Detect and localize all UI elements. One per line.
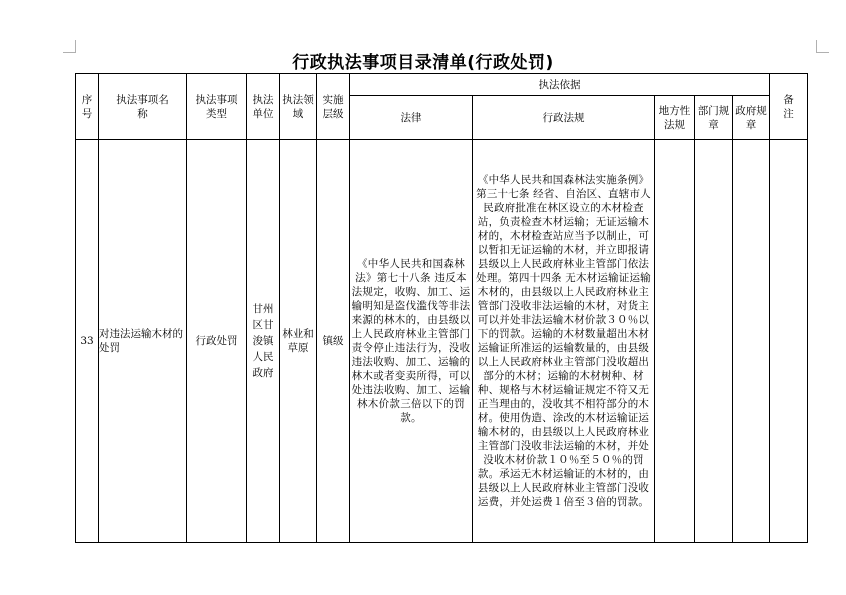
header-law: 法律 — [350, 96, 473, 140]
header-gov-rule: 政府规章 — [733, 96, 770, 140]
header-level: 实施层级 — [317, 74, 350, 140]
cell-dept-rule — [695, 140, 733, 543]
cell-field: 林业和草原 — [280, 140, 317, 543]
table-row — [76, 140, 808, 543]
header-dept-rule: 部门规章 — [695, 96, 733, 140]
cell-gov-rule — [733, 140, 770, 543]
header-remark: 备注 — [770, 74, 808, 140]
cell-item-name: 对违法运输木材的处罚 — [99, 140, 187, 543]
cell-level: 镇级 — [317, 140, 350, 543]
header-item-type: 执法事项类型 — [187, 74, 247, 140]
cell-unit: 甘州区甘浚镇人民政府 — [247, 140, 280, 543]
cell-item-type: 行政处罚 — [187, 140, 247, 543]
cell-law: 《中华人民共和国森林法》第七十八条 违反本法规定，收购、加工、运输明知是盗伐滥伐等非法来源的林木的，由县级以上人民政府林业主管部门责令停止违法行为，没收违法收购、加工、运输的林木或者变卖所得，可以处违法收购、加工、运输林木价款三倍以下的罚款。 — [350, 140, 473, 543]
header-item-name: 执法事项名称 — [99, 74, 187, 140]
cell-remark — [770, 140, 808, 543]
header-admin-reg: 行政法规 — [473, 96, 655, 140]
cell-seq: 33 — [76, 140, 99, 543]
enforcement-list-table — [75, 73, 808, 543]
header-field: 执法领域 — [280, 74, 317, 140]
page-title: 行政执法事项目录清单(行政处罚) — [292, 53, 554, 73]
header-local-reg: 地方性法规 — [655, 96, 695, 140]
header-row-top — [76, 74, 808, 96]
header-unit: 执法单位 — [247, 74, 280, 140]
cell-local-reg — [655, 140, 695, 543]
header-seq: 序号 — [76, 74, 99, 140]
header-basis: 执法依据 — [350, 74, 770, 96]
cell-admin-reg: 《中华人民共和国森林法实施条例》第三十七条 经省、自治区、直辖市人民政府批准在林区设立的木材检查站，负责检查木材运输；无证运输木材的，木材检查站应当予以制止，可以暂扣无证运输的木材，并立即报请县级以上人民政府林业主管部门依法处理。第四十四条 无木材运输证运输木材的，由县级以上人民政府林业主管部门没收非法运输的木材，对货主可以并处非法运输木材价款３０％以下的罚款。运输的木材数量超出木材运输证所准运的运输数量的，由县级以上人民政府林业主管部门没收超出部分的木材；运输的木材树种、材种、规格与木材运输证规定不符又无正当理由的，没收其不相符部分的木材。使用伪造、涂改的木材运输证运输木材的，由县级以上人民政府林业主管部门没收非法运输的木材，并处没收木材价款１０％至５０％的罚款。承运无木材运输证的木材的，由县级以上人民政府林业主管部门没收运费，并处运费１倍至３倍的罚款。 — [473, 140, 655, 543]
